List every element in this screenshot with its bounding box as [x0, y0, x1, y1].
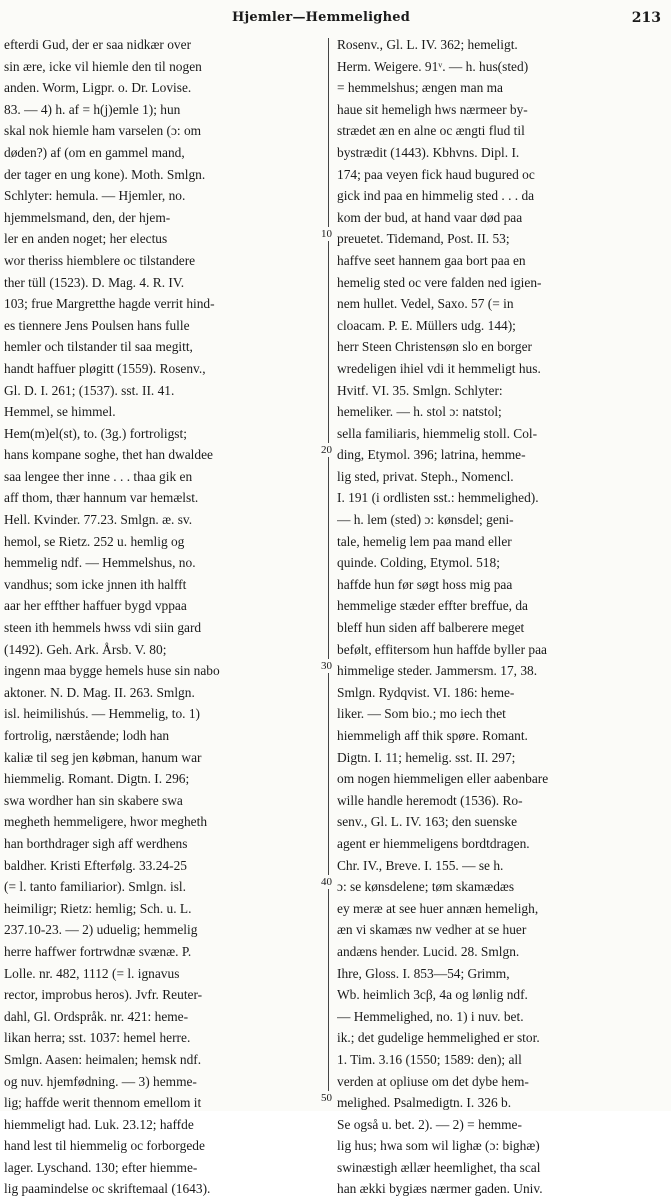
text-line: tale, hemelig lem paa mand eller [337, 533, 512, 549]
text-line: hjemmelsmand, den, der hjem- [4, 209, 171, 225]
text-line: gick ind paa en himmelig sted . . . da [337, 188, 535, 204]
running-head: Hjemler—Hemmelighed [232, 10, 410, 25]
text-line: Smlgn. Rydqvist. VI. 186: heme- [337, 684, 515, 700]
text-line: lager. Lyschand. 130; efter hiemme- [4, 1159, 198, 1175]
right-column [337, 34, 657, 1200]
text-line: ler en anden noget; her electus [4, 231, 168, 247]
line-number-30: 30 [321, 660, 332, 672]
text-line: senv., Gl. L. IV. 163; den suenske [337, 814, 518, 830]
text-line: lig; haffde werit thennom emellom it [4, 1095, 202, 1111]
text-line: haffve seet hannem gaa bort paa en [337, 252, 526, 268]
text-line: herr Steen Christensøn slo en borger [337, 339, 532, 355]
text-line: agent er hiemmeligens bordtdragen. [337, 835, 530, 851]
text-line: Herm. Weigere. 91ᵛ. — h. hus(sted) [337, 58, 529, 74]
line-number-50: 50 [321, 1092, 332, 1104]
text-line: fortrolig, nærstående; lodh han [4, 728, 170, 743]
text-line: kaliæ til seg jen købman, hanum war [4, 749, 202, 765]
text-line: Hvitf. VI. 35. Smlgn. Schlyter: [337, 382, 503, 398]
text-line: bystrædit (1443). Kbhvns. Dipl. I. [337, 144, 520, 160]
text-line: es tiennere Jens Poulsen hans fulle [4, 317, 190, 333]
page-number: 213 [631, 10, 661, 26]
text-line: Digtn. I. 11; hemelig. sst. II. 297; [337, 749, 516, 765]
text-line: dahl, Gl. Ordspråk. nr. 421: heme- [4, 1008, 189, 1024]
line-number-10: 10 [321, 228, 332, 240]
text-line: Rosenv., Gl. L. IV. 362; hemeligt. [337, 37, 518, 52]
text-line: megheth hemmeligere, hwor megheth [4, 814, 208, 830]
text-line: quinde. Colding, Etymol. 518; [337, 555, 500, 571]
text-line: isl. heimilishús. — Hemmelig, to. 1) [4, 706, 201, 722]
text-line: ɔ: se kønsdelene; tøm skamædæs [337, 879, 515, 895]
text-line: cloacam. P. E. Müllers udg. 144); [337, 317, 516, 333]
text-line: herre haffwer fortrwdnæ svænæ. P. [4, 943, 192, 959]
text-line: ding, Etymol. 396; latrina, hemme- [337, 447, 526, 463]
text-line: 174; paa veyen fick haud bugured oc [337, 166, 535, 182]
text-line: der tager en ung kone). Moth. Smlgn. [4, 166, 206, 182]
text-line: — Hemmelighed, no. 1) i nuv. bet. [337, 1008, 524, 1024]
text-line: hemmelig ndf. — Hemmelshus, no. [4, 555, 196, 571]
text-line: ik.; det gudelige hemmelighed er stor. [337, 1030, 540, 1046]
line-number-40: 40 [321, 876, 332, 888]
text-line: wredeligen ihiel vdi it hemmeligt hus. [337, 360, 541, 376]
text-line: 83. — 4) h. af = h(j)emle 1); hun [4, 101, 181, 117]
text-line: himmelige steder. Jammersm. 17, 38. [337, 663, 538, 679]
text-line: nem hullet. Vedel, Saxo. 57 (= in [337, 296, 514, 312]
text-line: æn vi skamæs nw vedher at se huer [337, 922, 527, 938]
text-line: liker. — Som bio.; mo iech thet [337, 706, 506, 722]
text-line: rector, improbus heros). Jvfr. Reuter- [4, 987, 203, 1003]
text-line: andæns hender. Lucid. 28. Smlgn. [337, 943, 520, 959]
text-line: Lolle. nr. 482, 1112 (= l. ignavus [4, 965, 180, 981]
text-line: døden?) af (om en gammel mand, [4, 144, 185, 160]
text-line: hans kompane soghe, thet han dwaldee [4, 447, 213, 463]
text-line: hemler och tilstander til saa megitt, [4, 339, 193, 355]
text-line: og nuv. hjemfødning. — 3) hemme- [4, 1073, 197, 1089]
text-line: ey meræ at see huer annæn hemeligh, [337, 900, 539, 916]
text-line: efterdi Gud, der er saa nidkær over [4, 37, 192, 52]
text-line: Ihre, Gloss. I. 853—54; Grimm, [337, 965, 510, 981]
text-line: baldher. Kristi Efterfølg. 33.24-25 [4, 857, 187, 873]
text-line: heimiligr; Rietz: hemlig; Sch. u. L. [4, 900, 192, 916]
text-line: anden. Worm, Ligpr. o. Dr. Lovise. [4, 80, 192, 96]
text-line: ther tüll (1523). D. Mag. 4. R. IV. [4, 274, 185, 290]
text-line: (= l. tanto familiarior). Smlgn. isl. [4, 879, 186, 895]
text-line: han borthdrager sigh aff werdhens [4, 835, 188, 851]
text-line: bleff hun siden aff balberere meget [337, 620, 525, 636]
text-line: likan herra; sst. 1037: hemel herre. [4, 1030, 191, 1046]
text-line: aff thom, thær hannum var hemælst. [4, 490, 199, 506]
text-line: verden at opliuse om det dybe hem- [337, 1073, 529, 1089]
text-line: handt haffuer pløgitt (1559). Rosenv., [4, 360, 206, 376]
text-line: han ækki bygiæs nærmer gaden. Univ. [337, 1181, 543, 1197]
text-line: hand lest til hiemmelig oc forborgede [4, 1138, 205, 1154]
text-line: Se også u. bet. 2). — 2) = hemme- [337, 1116, 522, 1132]
text-line: wille handle heremodt (1536). Ro- [337, 792, 523, 808]
text-line: Wb. heimlich 3cβ, 4a og lønlig ndf. [337, 987, 528, 1003]
text-line: = hemmelshus; ængen man ma [337, 80, 503, 96]
text-line: haffde hun før søgt hoss mig paa [337, 576, 513, 592]
text-line: Smlgn. Aasen: heimalen; hemsk ndf. [4, 1051, 202, 1067]
text-line: lig hus; hwa som wil lighæ (ɔ: bighæ) [337, 1138, 540, 1154]
text-line: kom der bud, at hand vaar død paa [337, 209, 523, 225]
text-line: Gl. D. I. 261; (1537). sst. II. 41. [4, 382, 175, 398]
text-line: skal nok hiemle ham varselen (ɔ: om [4, 123, 202, 139]
page-header [0, 10, 671, 32]
text-line: ingenn maa bygge hemels huse sin nabo [4, 663, 220, 679]
text-line: hemeliker. — h. stol ɔ: natstol; [337, 404, 502, 420]
text-line: 103; frue Margretthe hagde verrit hind- [4, 296, 215, 312]
left-column [4, 34, 322, 1200]
text-line: hemelig sted oc vere falden ned igien- [337, 274, 542, 290]
text-line: swa wordher han sin skabere swa [4, 792, 183, 808]
text-line: melighed. Psalmedigtn. I. 326 b. [337, 1095, 512, 1111]
text-line: 1. Tim. 3.16 (1550; 1589: den); all [337, 1051, 522, 1067]
text-line: preuetet. Tidemand, Post. II. 53; [337, 231, 510, 247]
text-line: om nogen hiemmeligen eller aabenbare [337, 771, 549, 787]
text-line: hiemmeligh aff thik spøre. Romant. [337, 728, 528, 743]
text-line: hemol, se Rietz. 252 u. hemlig og [4, 533, 185, 549]
text-line: befølt, effitersom hun haffde byller paa [337, 641, 547, 657]
text-line: Hemmel, se himmel. [4, 404, 116, 420]
text-line: sin ære, icke vil hiemle den til nogen [4, 58, 202, 74]
line-number-20: 20 [321, 444, 332, 456]
text-line: haue sit hemeligh hws nærmeer by- [337, 101, 528, 117]
text-line: — h. lem (sted) ɔ: kønsdel; geni- [337, 512, 514, 528]
text-line: vandhus; som icke jnnen ith halfft [4, 576, 187, 592]
text-line: Hem(m)el(st), to. (3g.) fortroligst; [4, 425, 187, 441]
text-line: hemmelige stæder effter breffue, da [337, 598, 528, 614]
text-line: wor theriss hiemblere oc tilstandere [4, 252, 196, 268]
text-line: swinæstigh ællær heemlighet, tha scal [337, 1159, 541, 1175]
text-line: saa lengee ther inne . . . thaa gik en [4, 468, 193, 484]
text-line: Chr. IV., Breve. I. 155. — se h. [337, 857, 504, 873]
text-line: I. 191 (i ordlisten sst.: hemmelighed). [337, 490, 539, 506]
text-line: aar her effther haffuer bygd vppaa [4, 598, 187, 614]
text-line: (1492). Geh. Ark. Årsb. V. 80; [4, 641, 167, 657]
text-line: 237.10-23. — 2) uduelig; hemmelig [4, 922, 198, 938]
text-line: aktoner. N. D. Mag. II. 263. Smlgn. [4, 684, 195, 700]
text-line: strædet æn en alne oc ængti flud til [337, 123, 525, 139]
text-line: Hell. Kvinder. 77.23. Smlgn. æ. sv. [4, 512, 193, 528]
text-line: lig sted, privat. Steph., Nomencl. [337, 468, 514, 484]
text-line: hiemmeligt had. Luk. 23.12; haffde [4, 1116, 194, 1132]
text-line: steen ith hemmels hwss vdi siin gard [4, 620, 202, 636]
text-line: sella familiaris, hiemmelig stoll. Col- [337, 425, 538, 441]
text-line: lig paamindelse oc skriftemaal (1643). [4, 1181, 211, 1197]
text-line: Schlyter: hemula. — Hjemler, no. [4, 188, 186, 204]
column-divider [328, 38, 329, 1104]
text-line: hiemmelig. Romant. Digtn. I. 296; [4, 771, 190, 787]
